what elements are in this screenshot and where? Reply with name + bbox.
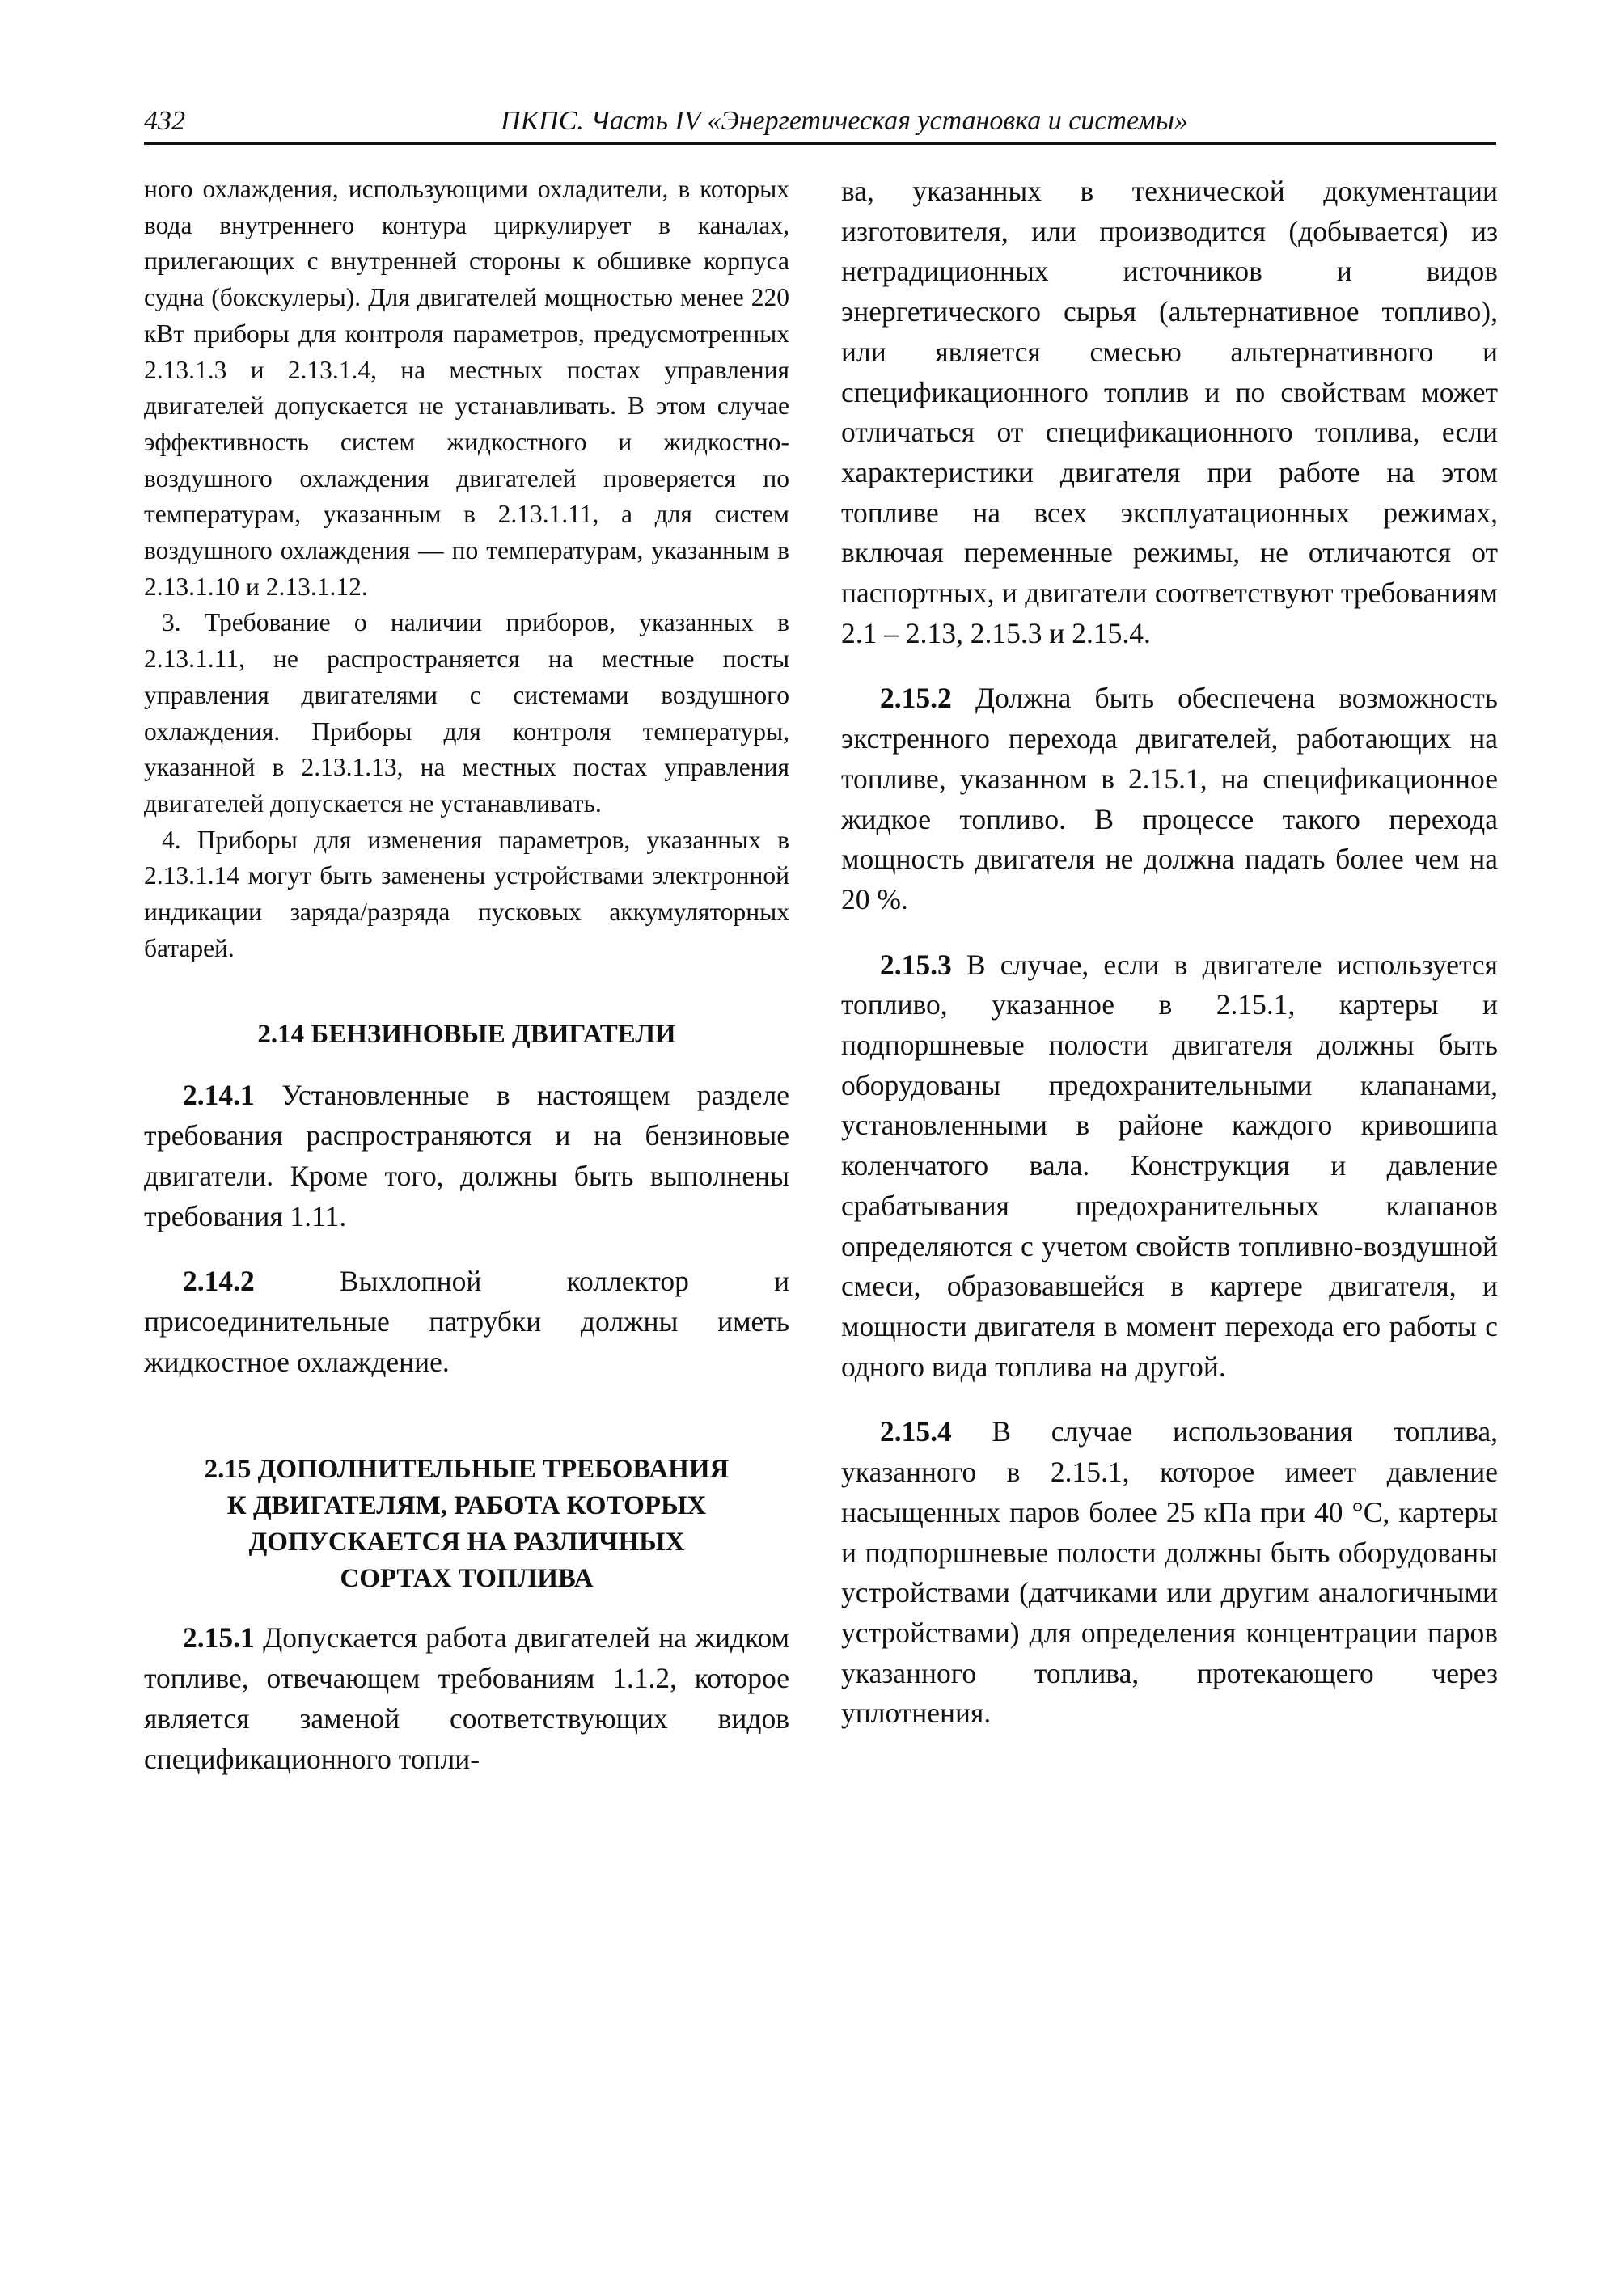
paragraph-text: Допускается работа двигателей на жидком топливе, отвечающем требованиям 1.1.2, которое является заменой соответствующих видов спецификационного топли- bbox=[144, 1621, 789, 1775]
running-title: ПКПС. Часть IV «Энергетическая установка и системы» bbox=[501, 106, 1188, 136]
section-2-14-heading: 2.14 БЕНЗИНОВЫЕ ДВИГАТЕЛИ bbox=[257, 1020, 676, 1050]
paragraph-number: 2.14.2 bbox=[183, 1265, 255, 1298]
paragraph-text: В случае, если в двигателе используется топливо, указанное в 2.15.1, картеры и подпоршневые полости двигателя должны быть оборудованы предохранительными клапанами, установленными в районе каждого кривошипа коленчатого вала. Конструкция и давление срабатывания предохранительных клапанов определяются с учетом свойств топливно-воздушной смеси, образовавшейся в картере двигателя, и мощности двигателя в момент перехода его работы с одного вида топлива на другой. bbox=[841, 948, 1498, 1383]
paragraph-2-15-1 bbox=[144, 1618, 789, 1779]
paragraph-text: Выхлопной коллектор и присоединительные патрубки должны иметь жидкостное охлаждение. bbox=[144, 1265, 789, 1378]
paragraph-2-14-2 bbox=[144, 1262, 789, 1382]
paragraph-2-15-4 bbox=[841, 1412, 1498, 1734]
heading-line: СОРТАХ ТОПЛИВА bbox=[340, 1564, 594, 1594]
paragraph-number: 2.15.3 bbox=[880, 948, 952, 981]
paragraph-2-15-3 bbox=[841, 945, 1498, 1388]
section-2-15-heading bbox=[144, 1452, 789, 1597]
left-column bbox=[144, 171, 789, 1779]
paragraph-number: 2.15.4 bbox=[880, 1415, 952, 1448]
paragraph-text: Установленные в настоящем разделе требования распространяются и на бензиновые двигатели. Кроме того, должны быть выполнены требования 1.11. bbox=[144, 1079, 789, 1232]
note-continuation: ного охлаждения, использующими охладители, в которых вода внутреннего контура циркулирует в каналах, прилегающих с внутренней стороны к обшивке корпуса судна (бокскулеры). Для двигателей мощностью менее 220 кВт приборы для контроля параметров, предусмотренных 2.13.1.3 и 2.13.1.4, на местных постах управления двигателей допускается не устанавливать. В этом случае эффективность систем жидкостного и жидкостно-воздушного охлаждения двигателей проверяется по температурам, указанным в 2.13.1.11, а для систем воздушного охлаждения — по температурам, указанным в 2.13.1.10 и 2.13.1.12. bbox=[144, 175, 789, 601]
heading-line: К ДВИГАТЕЛЯМ, РАБОТА КОТОРЫХ bbox=[226, 1491, 707, 1521]
paragraph-number: 2.15.1 bbox=[183, 1621, 255, 1655]
page-header bbox=[144, 105, 1496, 145]
paragraph-text: В случае использования топлива, указанного в 2.15.1, которое имеет давление насыщенных паров более 25 кПа при 40 °С, картеры и подпоршневые полости должны быть оборудованы устройствами (датчиками или другим аналогичными устройствами) для определения концентрации паров указанного топлива, протекающего через уплотнения. bbox=[841, 1415, 1498, 1730]
note-4: 4. Приборы для изменения параметров, указанных в 2.13.1.14 могут быть заменены устройствами электронной индикации заряда/разряда пусковых аккумуляторных батарей. bbox=[144, 825, 789, 962]
notes-block bbox=[144, 171, 789, 966]
paragraph-text: Должна быть обеспечена возможность экстренного перехода двигателей, работающих на топливе, указанном в 2.15.1, на спецификационное жидкое топливо. В процессе такого перехода мощность двигателя не должна падать более чем на 20 %. bbox=[841, 682, 1498, 915]
page-number: 432 bbox=[144, 106, 185, 136]
paragraph-2-15-2 bbox=[841, 678, 1498, 919]
paragraph-2-14-1 bbox=[144, 1076, 789, 1236]
paragraph-2-15-1-continuation: ва, указанных в технической документации изготовителя, или производится (добывается) из нетрадиционных источников и видов энергетического сырья (альтернативное топливо), или является смесью альтернативного и спецификационного топлив и по свойствам может отличаться от спецификационного топлива, если характеристики двигателя при работе на этом топливе на всех эксплуатационных режимах, включая переменные режимы, не отличаются от паспортных, и двигатели соответствуют требованиям 2.1 – 2.13, 2.15.3 и 2.15.4. bbox=[841, 175, 1498, 649]
heading-line: 2.15 ДОПОЛНИТЕЛЬНЫЕ ТРЕБОВАНИЯ bbox=[204, 1455, 730, 1485]
paragraph-number: 2.14.1 bbox=[183, 1079, 255, 1112]
note-3: 3. Требование о наличии приборов, указанных в 2.13.1.11, не распространяется на местные посты управления двигателями с системами воздушного охлаждения. Приборы для контроля температуры, указанной в 2.13.1.13, на местных постах управления двигателей допускается не устанавливать. bbox=[144, 608, 789, 818]
right-column bbox=[841, 171, 1498, 1734]
heading-line: ДОПУСКАЕТСЯ НА РАЗЛИЧНЫХ bbox=[248, 1528, 685, 1558]
paragraph-number: 2.15.2 bbox=[880, 682, 952, 715]
